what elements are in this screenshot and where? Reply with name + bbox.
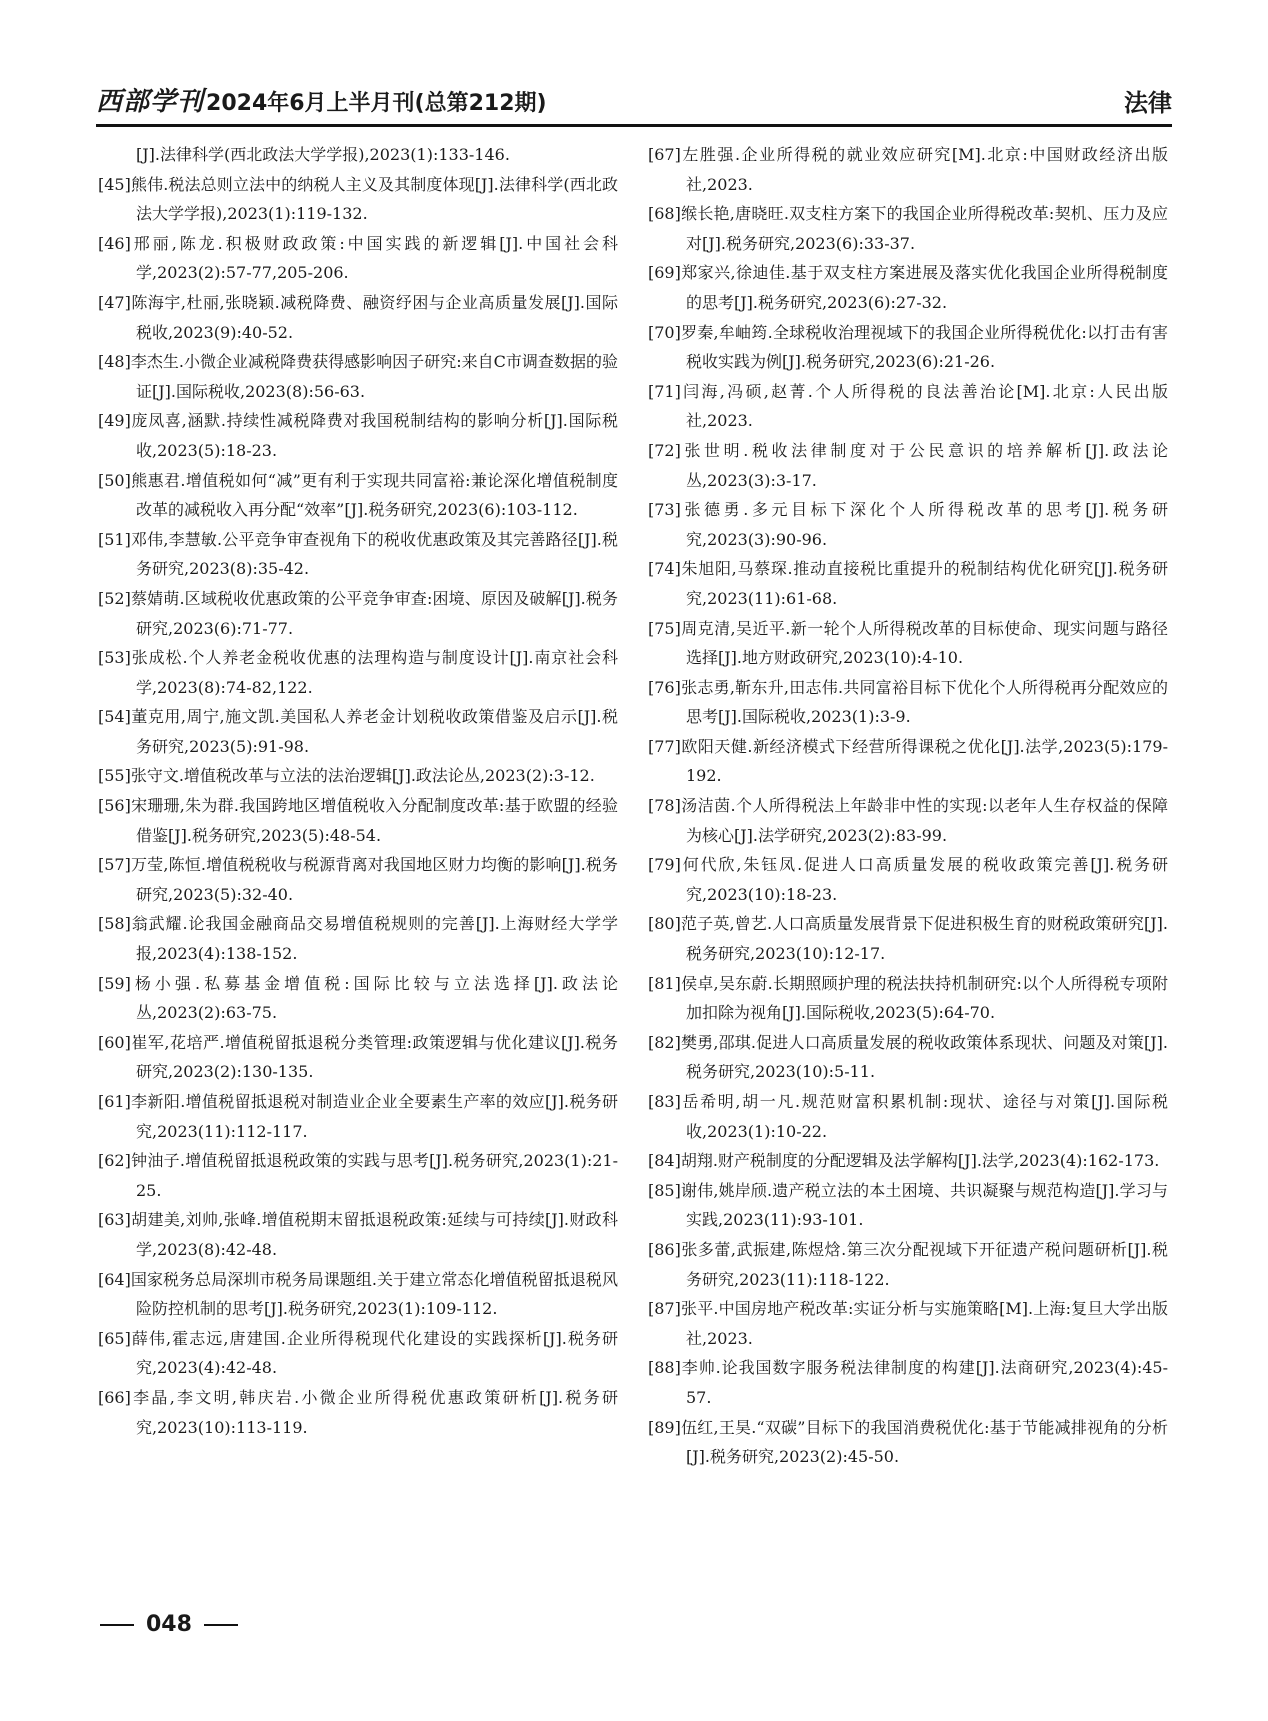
footer-dash-left [100,1624,134,1626]
reference-number: [55] [98,766,131,786]
reference-number: [65] [98,1328,131,1348]
reference-continuation: [J].法律科学(西北政法大学学报),2023(1):133-146. [136,145,510,164]
reference-text: 伍红,王昊.“双碳”目标下的我国消费税优化:基于节能减排视角的分析[J].税务研究,2023(2):45-50. [680,1417,1168,1467]
reference-item [98,229,618,288]
reference-item [648,318,1168,377]
reference-number: [62] [98,1151,131,1171]
reference-number: [56] [98,796,131,816]
reference-number: [60] [98,1032,131,1052]
reference-text: 左胜强.企业所得税的就业效应研究[M].北京:中国财政经济出版社,2023. [680,145,1168,194]
issue-label: 2024年6月上半月刊(总第212期) [206,91,547,116]
reference-text: 崔军,花培严.增值税留抵退税分类管理:政策逻辑与优化建议[J].税务研究,2023(2):130-135. [130,1032,618,1082]
reference-number: [51] [98,529,131,549]
reference-text: 闫海,冯硕,赵菁.个人所得税的良法善治论[M].北京:人民出版社,2023. [680,381,1168,431]
reference-text: 郑家兴,徐迪佳.基于双支柱方案进展及落实优化我国企业所得税制度的思考[J].税务研究,2023(6):27-32. [680,263,1168,312]
reference-number: [77] [648,736,681,756]
page-footer [100,1612,238,1637]
reference-text: 张世明.税收法律制度对于公民意识的培养解析[J].政法论丛,2023(3):3-17. [680,440,1168,490]
reference-text: 宋珊珊,朱为群.我国跨地区增值税收入分配制度改革:基于欧盟的经验借鉴[J].税务研究,2023(5):48-54. [130,796,618,845]
reference-text: 杨小强.私募基金增值税:国际比较与立法选择[J].政法论丛,2023(2):63-75. [130,973,618,1023]
reference-item [648,1235,1168,1294]
reference-text: 张成松.个人养老金税收优惠的法理构造与制度设计[J].南京社会科学,2023(8):74-82,122. [130,648,618,697]
reference-number: [79] [648,855,681,875]
right-reference-list [648,140,1168,1472]
reference-text: 万莹,陈恒.增值税税收与税源背离对我国地区财力均衡的影响[J].税务研究,2023(5):32-40. [130,855,618,904]
reference-number: [69] [648,263,681,283]
reference-item [98,347,618,406]
reference-text: 李杰生.小微企业减税降费获得感影响因子研究:来自C市调查数据的验证[J].国际税收,2023(8):56-63. [130,352,618,401]
reference-item [648,436,1168,495]
reference-number: [53] [98,648,131,668]
reference-number: [72] [648,440,681,460]
reference-number: [45] [98,174,131,194]
reference-item [648,1087,1168,1146]
reference-number: [70] [648,322,681,342]
reference-item [98,1205,618,1264]
reference-item [98,1087,618,1146]
reference-text: 庞凤喜,涵默.持续性减税降费对我国税制结构的影响分析[J].国际税收,2023(5):18-23. [130,411,618,460]
reference-text: 侯卓,吴东蔚.长期照顾护理的税法扶持机制研究:以个人所得税专项附加扣除为视角[J].国际税收,2023(5):64-70. [680,973,1168,1023]
reference-number: [49] [98,411,131,431]
reference-number: [74] [648,559,681,579]
reference-number: [78] [648,796,681,816]
reference-number: [58] [98,914,131,934]
reference-item [98,466,618,525]
reference-item [648,1413,1168,1472]
reference-number: [68] [648,204,681,224]
reference-item [648,909,1168,968]
reference-number: [71] [648,381,681,401]
reference-number: [73] [648,500,681,520]
reference-text: 熊惠君.增值税如何“减”更有利于实现共同富裕:兼论深化增值税制度改革的减税收入再分配“效率”[J].税务研究,2023(6):103-112. [130,470,618,520]
reference-item [648,554,1168,613]
reference-text: 胡建美,刘帅,张峰.增值税期末留抵退税政策:延续与可持续[J].财政科学,2023(8):42-48. [130,1210,618,1259]
reference-item [648,258,1168,317]
reference-text: 翁武耀.论我国金融商品交易增值税规则的完善[J].上海财经大学学报,2023(4):138-152. [130,914,618,964]
reference-text: 岳希明,胡一凡.规范财富积累机制:现状、途径与对策[J].国际税收,2023(1):10-22. [680,1092,1168,1141]
reference-number: [84] [648,1151,681,1171]
reference-number: [83] [648,1092,681,1111]
reference-item [98,1383,618,1442]
reference-text: 汤洁茵.个人所得税法上年龄非中性的实现:以老年人生存权益的保障为核心[J].法学研究,2023(2):83-99. [680,796,1168,845]
reference-text: 缑长艳,唐晓旺.双支柱方案下的我国企业所得税改革:契机、压力及应对[J].税务研究,2023(6):33-37. [680,204,1168,253]
reference-item [98,1324,618,1383]
reference-number: [81] [648,973,681,993]
reference-text: 樊勇,邵琪.促进人口高质量发展的税收政策体系现状、问题及对策[J].税务研究,2023(10):5-11. [680,1032,1168,1082]
reference-item [98,909,618,968]
reference-number: [61] [98,1092,131,1111]
reference-item [98,850,618,909]
reference-text: 邓伟,李慧敏.公平竞争审查视角下的税收优惠政策及其完善路径[J].税务研究,2023(8):35-42. [130,529,618,579]
reference-number: [88] [648,1358,681,1378]
reference-number: [57] [98,855,131,875]
reference-number: [67] [648,145,681,164]
reference-item [648,1294,1168,1353]
journal-logo: 西部学刊 [96,87,205,117]
reference-number: [48] [98,352,131,372]
reference-number: [52] [98,588,131,608]
reference-text: 国家税务总局深圳市税务局课题组.关于建立常态化增值税留抵退税风险防控机制的思考[J].税务研究,2023(1):109-112. [130,1269,618,1319]
reference-text: 朱旭阳,马蔡琛.推动直接税比重提升的税制结构优化研究[J].税务研究,2023(11):61-68. [680,559,1168,608]
reference-item [98,791,618,850]
reference-text: 李新阳.增值税留抵退税对制造业企业全要素生产率的效应[J].税务研究,2023(11):112-117. [130,1092,618,1141]
reference-item [648,673,1168,732]
reference-text: 张志勇,靳东升,田志伟.共同富裕目标下优化个人所得税再分配效应的思考[J].国际税收,2023(1):3-9. [680,677,1168,727]
reference-item [98,170,618,229]
reference-item [98,643,618,702]
reference-item [98,584,618,643]
reference-text: 李帅.论我国数字服务税法律制度的构建[J].法商研究,2023(4):45-57. [680,1358,1168,1407]
reference-text: 何代欣,朱钰凤.促进人口高质量发展的税收政策完善[J].税务研究,2023(10):18-23. [680,855,1168,904]
reference-number: [89] [648,1417,681,1437]
reference-item [648,1146,1168,1176]
reference-text: 蔡婧萌.区域税收优惠政策的公平竞争审查:困境、原因及破解[J].税务研究,2023(6):71-77. [130,588,618,638]
journal-title [96,81,547,118]
reference-item [648,140,1168,199]
reference-text: 张德勇.多元目标下深化个人所得税改革的思考[J].税务研究,2023(3):90-96. [680,500,1168,549]
left-reference-list [98,170,618,1443]
reference-text: 罗秦,牟岫筠.全球税收治理视域下的我国企业所得税优化:以打击有害税收实践为例[J].税务研究,2023(6):21-26. [680,322,1168,372]
reference-text: 张平.中国房地产税改革:实证分析与实施策略[M].上海:复旦大学出版社,2023. [680,1299,1168,1348]
reference-item [648,969,1168,1028]
reference-item [648,732,1168,791]
left-column [98,140,618,1442]
reference-number: [63] [98,1210,131,1230]
reference-item [648,1353,1168,1412]
reference-item [98,406,618,465]
reference-number: [86] [648,1239,681,1259]
reference-number: [75] [648,618,681,638]
reference-item [98,525,618,584]
section-label: 法律 [1124,89,1172,117]
reference-text: 李晶,李文明,韩庆岩.小微企业所得税优惠政策研析[J].税务研究,2023(10):113-119. [130,1387,618,1437]
reference-text: 胡翔.财产税制度的分配逻辑及法学解构[J].法学,2023(4):162-173. [680,1151,1160,1171]
reference-item [648,791,1168,850]
reference-text: 邢丽,陈龙.积极财政政策:中国实践的新逻辑[J].中国社会科学,2023(2):57-77,205-206. [130,233,618,283]
reference-item [98,1028,618,1087]
reference-text: 薛伟,霍志远,唐建国.企业所得税现代化建设的实践探析[J].税务研究,2023(4):42-48. [130,1328,618,1378]
reference-item [648,199,1168,258]
reference-item [648,495,1168,554]
reference-text: 范子英,曾艺.人口高质量发展背景下促进积极生育的财税政策研究[J].税务研究,2023(10):12-17. [680,914,1168,964]
reference-item [648,377,1168,436]
reference-number: [80] [648,914,681,934]
reference-text: 张多蕾,武振建,陈煜焓.第三次分配视域下开征遗产税问题研析[J].税务研究,2023(11):118-122. [680,1239,1168,1289]
reference-number: [59] [98,973,131,993]
reference-text: 欧阳天健.新经济模式下经营所得课税之优化[J].法学,2023(5):179-192. [680,736,1168,786]
reference-number: [76] [648,677,681,697]
reference-number: [46] [98,233,131,253]
reference-number: [50] [98,470,131,490]
reference-item [98,1265,618,1324]
reference-item [648,614,1168,673]
reference-number: [87] [648,1299,681,1319]
reference-item [98,1146,618,1205]
right-column [648,140,1168,1472]
reference-number: [47] [98,292,131,312]
reference-number: [66] [98,1387,131,1407]
reference-item [98,288,618,347]
page-number: 048 [146,1612,192,1637]
reference-text: 陈海宇,杜丽,张晓颖.减税降费、融资纾困与企业高质量发展[J].国际税收,2023(9):40-52. [130,292,618,342]
reference-item [98,761,618,791]
reference-number: [85] [648,1180,681,1200]
reference-item [98,969,618,1028]
reference-item [648,1176,1168,1235]
reference-text: 张守文.增值税改革与立法的法治逻辑[J].政法论丛,2023(2):3-12. [130,766,595,786]
reference-text: 钟油子.增值税留抵退税政策的实践与思考[J].税务研究,2023(1):21-25. [130,1151,618,1200]
reference-number: [64] [98,1269,131,1289]
reference-text: 熊伟.税法总则立法中的纳税人主义及其制度体现[J].法律科学(西北政法大学学报),2023(1):119-132. [130,174,618,224]
reference-item [98,702,618,761]
reference-item [648,1028,1168,1087]
reference-number: [54] [98,707,131,727]
reference-text: 谢伟,姚岸颀.遗产税立法的本土困境、共识凝聚与规范构造[J].学习与实践,2023(11):93-101. [680,1180,1168,1230]
reference-text: 董克用,周宁,施文凯.美国私人养老金计划税收政策借鉴及启示[J].税务研究,2023(5):91-98. [130,707,618,756]
reference-text: 周克清,吴近平.新一轮个人所得税改革的目标使命、现实问题与路径选择[J].地方财政研究,2023(10):4-10. [680,618,1168,668]
reference-number: [82] [648,1032,681,1052]
page-header [96,80,1172,127]
reference-item [648,850,1168,909]
footer-dash-right [204,1624,238,1626]
